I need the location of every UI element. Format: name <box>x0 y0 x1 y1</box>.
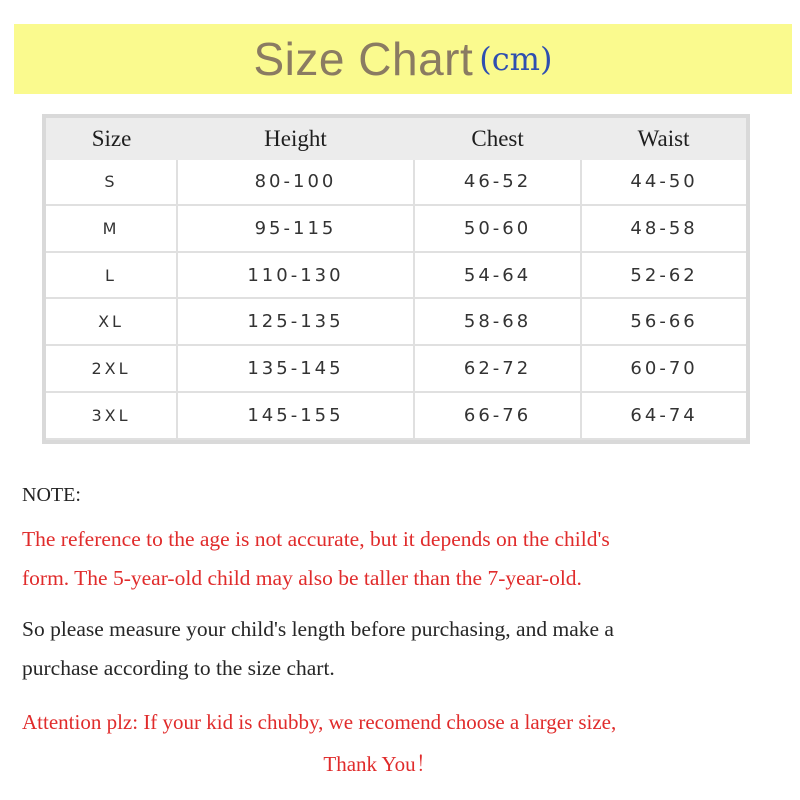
cell-waist: 60-70 <box>581 345 746 392</box>
cell-height: 95-115 <box>177 205 414 252</box>
cell-height: 110-130 <box>177 252 414 299</box>
cell-waist: 52-62 <box>581 252 746 299</box>
cell-chest: 58-68 <box>414 298 581 345</box>
age-warning-line-1: The reference to the age is not accurate, but it depends on the child's <box>22 527 610 551</box>
header-size: Size <box>46 118 177 160</box>
header-height: Height <box>177 118 414 160</box>
thank-you-text: Thank You！ <box>323 752 437 776</box>
cell-size: 3XL <box>46 392 177 439</box>
chart-title: Size Chart <box>253 33 474 85</box>
cell-size: L <box>46 252 177 299</box>
table-row <box>46 298 746 345</box>
table-row <box>46 252 746 299</box>
size-table <box>46 118 746 440</box>
cell-height: 125-135 <box>177 298 414 345</box>
table-header-row <box>46 118 746 160</box>
cell-chest: 50-60 <box>414 205 581 252</box>
cell-chest: 62-72 <box>414 345 581 392</box>
cell-height: 135-145 <box>177 345 414 392</box>
chart-unit: (cm) <box>479 40 553 78</box>
cell-size: 2XL <box>46 345 177 392</box>
table-row <box>46 345 746 392</box>
cell-waist: 56-66 <box>581 298 746 345</box>
measure-note-line-2: purchase according to the size chart. <box>22 656 335 680</box>
table-row <box>46 392 746 439</box>
age-warning-line-2: form. The 5-year-old child may also be taller than the 7-year-old. <box>22 566 582 590</box>
cell-height: 80-100 <box>177 160 414 205</box>
cell-chest: 46-52 <box>414 160 581 205</box>
note-heading: NOTE: <box>22 484 81 506</box>
cell-chest: 54-64 <box>414 252 581 299</box>
measure-note-line-1: So please measure your child's length before purchasing, and make a <box>22 617 614 641</box>
cell-size: S <box>46 160 177 205</box>
table-row <box>46 160 746 205</box>
cell-size: M <box>46 205 177 252</box>
cell-chest: 66-76 <box>414 392 581 439</box>
header-chest: Chest <box>414 118 581 160</box>
cell-size: XL <box>46 298 177 345</box>
attention-note: Attention plz: If your kid is chubby, we recomend choose a larger size, <box>22 710 617 734</box>
size-table-frame <box>42 114 750 444</box>
cell-waist: 48-58 <box>581 205 746 252</box>
cell-waist: 64-74 <box>581 392 746 439</box>
table-row <box>46 205 746 252</box>
cell-height: 145-155 <box>177 392 414 439</box>
header-waist: Waist <box>581 118 746 160</box>
title-banner <box>14 24 792 94</box>
cell-waist: 44-50 <box>581 160 746 205</box>
